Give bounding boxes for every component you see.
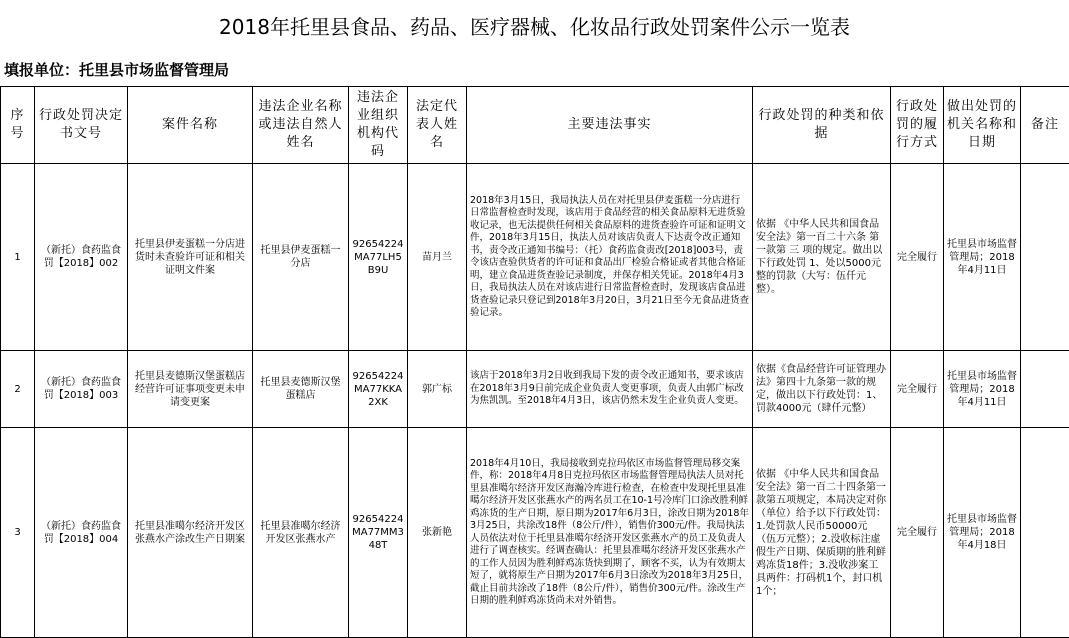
cell-note — [1021, 351, 1069, 428]
header-fact: 主要违法事实 — [467, 87, 753, 164]
header-row — [1, 87, 1069, 164]
header-case: 案件名称 — [128, 87, 253, 164]
header-basis: 行政处罚的种类和依据 — [753, 87, 891, 164]
cell-company: 托里县伊麦蛋糕一分店 — [253, 164, 349, 351]
cell-basis: 依据《食品经营许可证管理办法》第四十九条第一款的规定，做出以下行政处罚：1、罚款4000元（肆仟元整） — [753, 351, 891, 428]
penalty-table — [0, 86, 1069, 638]
cell-code: 92654224MA77KKA2XK — [349, 351, 408, 428]
cell-note — [1021, 428, 1069, 638]
cell-fact: 2018年3月15日，我局执法人员在对托里县伊麦蛋糕一分店进行日常监督检查时发现，该店用于食品经营的相关食品原料无进货验收记录，也无法提供任何相关食品原料的进货查验许可证和证明文件，2018年3月15日，执法人员对该店负责人下达责令改正通知书，责令改正通知书编号：（托）食药监食责改[2018]003号，责令该店查验供货者的许可证和食品出厂检验合格证或者其他合格证明，建立食品进货查验记录制度，并保存相关凭证。2018年4月3日，我局执法人员在对该店进行日常监督检查时，发现该店食品进货查验记录只登记到2018年3月20日，3月21日至今无食品进货查验记录。 — [467, 164, 753, 351]
table-row — [1, 164, 1069, 351]
cell-doc: （新托）食药监食罚【2018】002 — [35, 164, 128, 351]
header-doc: 行政处罚决定书文号 — [35, 87, 128, 164]
cell-method: 完全履行 — [891, 428, 944, 638]
cell-company: 托里县麦德斯汉堡蛋糕店 — [253, 351, 349, 428]
cell-doc: （新托）食药监食罚【2018】004 — [35, 428, 128, 638]
header-note: 备注 — [1021, 87, 1069, 164]
cell-rep: 郭广标 — [408, 351, 467, 428]
cell-case: 托里县麦德斯汉堡蛋糕店经营许可证事项变更未申请变更案 — [128, 351, 253, 428]
cell-no: 1 — [1, 164, 35, 351]
cell-method: 完全履行 — [891, 351, 944, 428]
cell-no: 3 — [1, 428, 35, 638]
cell-org: 托里县市场监督管理局；2018年4月11日 — [944, 351, 1021, 428]
cell-method: 完全履行 — [891, 164, 944, 351]
cell-org: 托里县市场监督管理局；2018年4月18日 — [944, 428, 1021, 638]
cell-fact: 2018年4月10日，我局接收到克拉玛依区市场监督管理局移交案件，称：2018年4月8日克拉玛依区市场监督管理局执法人员对托里县准噶尔经济开发区海瀚冷库进行检查，在检查中发现托里县准噶尔经济开发区张燕水产的两名员工在10-1号冷库门口涂改胜利鲜鸡冻货的生产日期，原日期为2017年6月3日，涂改日期为2018年3月25日，共涂改18件（8公斤/件），销售价300元/件。我局执法人员依法对位于托里县准噶尔经济开发区张燕水产的员工及负责人进行了调查核实。经调查确认：托里县准噶尔经济开发区张燕水产的工作人员因为胜利鲜鸡冻货快到期了，顾客不买，认为有效期太短了，就将原生产日期为2017年6月3日涂改为2018年3月25日，截止目前共涂改了18件（8公斤/件），销售价300元/件。涂改生产日期的胜利鲜鸡冻货尚未对外销售。 — [467, 428, 753, 638]
cell-doc: （新托）食药监食罚【2018】003 — [35, 351, 128, 428]
cell-company: 托里县准噶尔经济开发区张燕水产 — [253, 428, 349, 638]
page-title: 2018年托里县食品、药品、医疗器械、化妆品行政处罚案件公示一览表 — [0, 0, 1069, 55]
table-row — [1, 351, 1069, 428]
cell-rep: 苗月兰 — [408, 164, 467, 351]
reporting-unit: 填报单位：托里县市场监督管理局 — [0, 55, 1069, 85]
header-org: 做出处罚的机关名称和日期 — [944, 87, 1021, 164]
cell-case: 托里县伊麦蛋糕一分店进货时未查验许可证和相关证明文件案 — [128, 164, 253, 351]
cell-case: 托里县准噶尔经济开发区张燕水产涂改生产日期案 — [128, 428, 253, 638]
header-company: 违法企业名称或违法自然人姓名 — [253, 87, 349, 164]
table-row — [1, 428, 1069, 638]
cell-code: 92654224MA77MM348T — [349, 428, 408, 638]
header-rep: 法定代表人姓名 — [408, 87, 467, 164]
cell-basis: 依据 《中华人民共和国食品安全法》第一百二十四条第一款第五项规定，本局决定对你（单位）给予以下行政处罚：1.处罚款人民币50000元（伍万元整）；2.没收标注虚假生产日期、保质期的胜利鲜鸡冻货18件；3.没收涉案工具两件：打码机1个，封口机1个； — [753, 428, 891, 638]
cell-note — [1021, 164, 1069, 351]
cell-basis: 依据 《中华人民共和国食品安全法》第一百二十六条 第 一款第 三 项的规定。做出以下行政处罚 1、处以5000元整的罚款（大写：伍仟元整）。 — [753, 164, 891, 351]
cell-rep: 张新艳 — [408, 428, 467, 638]
header-code: 违法企业组织机构代码 — [349, 87, 408, 164]
cell-code: 92654224MA77LH5B9U — [349, 164, 408, 351]
cell-org: 托里县市场监督管理局；2018年4月11日 — [944, 164, 1021, 351]
header-no: 序号 — [1, 87, 35, 164]
header-method: 行政处罚的履行方式 — [891, 87, 944, 164]
cell-no: 2 — [1, 351, 35, 428]
cell-fact: 该店于2018年3月2日收到我局下发的责令改正通知书，要求该店在2018年3月9日前完成企业负责人变更事项，负责人由郭广标改为焦凯凯。至2018年4月3日，该店仍然未发生企业负责人变更。 — [467, 351, 753, 428]
